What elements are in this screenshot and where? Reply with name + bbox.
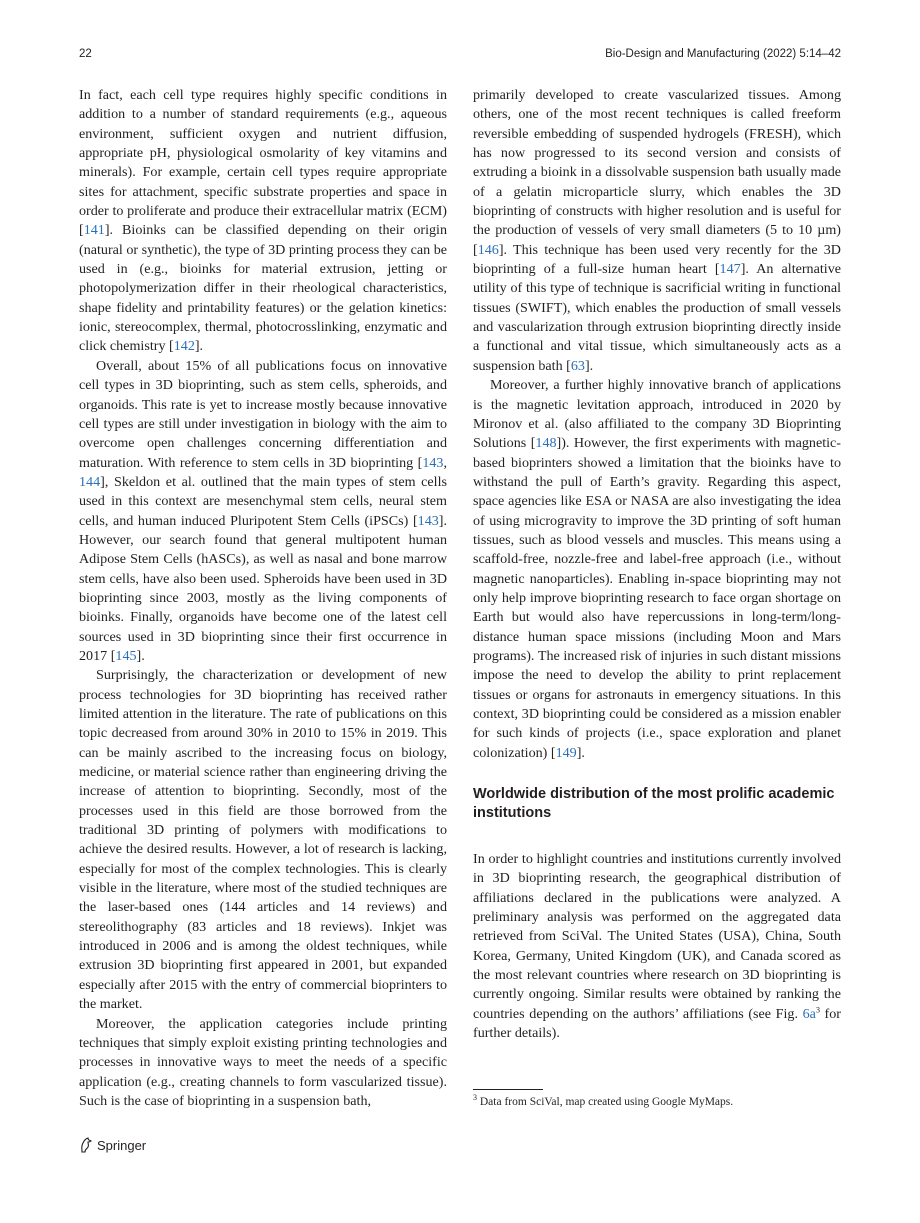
springer-horse-icon	[79, 1137, 93, 1153]
paragraph	[473, 86, 841, 376]
paragraph	[79, 86, 447, 357]
citation-link[interactable]: 147	[719, 261, 741, 278]
running-header	[79, 48, 841, 66]
text-run: Moreover, the application categories include printing techniques that simply exploit existing printing technologies and processes in innovative ways to meet the needs of a specific application (e.g., creating channels to form vascularized tissue). Such is the case of bioprinting in a suspension bath,	[79, 1015, 447, 1109]
right-column-body-top	[473, 86, 841, 763]
citation-link[interactable]: 144	[79, 473, 101, 490]
citation-link[interactable]: 146	[477, 241, 499, 258]
paragraph	[79, 357, 447, 667]
text-run: ].	[136, 647, 145, 664]
text-run: ]. Bioinks can be classified depending on their origin (natural or synthetic), the type of 3D printing process they can be used in (e.g., bioinks for material extrusion, jetting or photopolymerization differ in their rheological characteristics, shape fidelity and printability features) or the gelation kinetics: ionic, stereocomplex, thermal, photocrosslinking, enzymatic and click chemistry [	[79, 222, 447, 355]
footnote	[473, 1095, 841, 1110]
footnote-ref: 3	[815, 1005, 820, 1015]
citation-link[interactable]: 143	[417, 512, 439, 529]
citation-link[interactable]: 143	[422, 454, 444, 471]
text-run: for further details).	[473, 1005, 841, 1042]
citation-link[interactable]: 142	[173, 338, 195, 355]
footnote-text: Data from SciVal, map created using Google MyMaps.	[479, 1096, 734, 1108]
citation-link[interactable]: 148	[535, 435, 557, 452]
paragraph	[473, 850, 841, 1043]
right-column	[473, 86, 841, 1043]
citation-link[interactable]: 63	[570, 357, 585, 374]
paragraph	[79, 666, 447, 1014]
text-run: In fact, each cell type requires highly specific conditions in addition to a number of standard requirements (e.g., aqueous environment, sufficient oxygen and nutrient diffusion, appropriate pH, physiological osmolarity of key vitamins and minerals). For example, certain cell types require appropriate sites for attachment, specific substrate properties and space in order to proliferate and produce their extracellular matrix (ECM) [	[79, 87, 447, 239]
citation-link[interactable]: 149	[555, 744, 577, 761]
text-run: Moreover, a further highly innovative branch of applications is the magnetic levitation approach, introduced in 2020 by Mironov et al. (also affiliated to the company 3D Bioprinting Solutions [	[473, 377, 841, 452]
text-run: ].	[194, 338, 204, 355]
text-run: ].	[584, 357, 594, 374]
text-run: ]. An alternative utility of this type of technique is sacrificial writing in functional tissues (SWIFT), which enables the production of small vessels and vascularization through extrusion bioprinting directly inside a functional and vital tissue, which simultaneously acts as a suspension bath [	[473, 261, 841, 374]
citation-link[interactable]: 141	[83, 222, 105, 239]
footnote-marker: 3	[473, 1093, 477, 1103]
text-run: ].	[576, 744, 585, 761]
publisher-footer	[79, 1137, 146, 1153]
publisher-name: Springer	[97, 1137, 147, 1153]
text-run: primarily developed to create vascularized tissues. Among others, one of the most recent techniques is called freeform reversible embedding of suspended hydrogels (FRESH), which has now progressed to its second version and consists of extruding a bioink in a dissolvable suspension bath usually made of a gelatin microparticle slurry, which enables the 3D bioprinting of constructs with higher resolution and is useful for the production of vessels of very small diameters (5 to 10 µm) [	[473, 87, 841, 258]
footnote-divider	[473, 1089, 543, 1090]
text-run: In order to highlight countries and institutions currently involved in 3D bioprinting research, the geographical distribution of affiliations declared in the publications were analyzed. A preliminary analysis was performed on the aggregated data retrieved from SciVal. The United States (USA), China, South Korea, Germany, United Kingdom (UK), and Canada scored as the most relevant countries where research on 3D bioprinting is currently ongoing. Similar results were obtained by ranking the countries depending on the authors’ affiliations (see Fig.	[473, 851, 841, 1022]
paragraph	[473, 376, 841, 763]
right-column-body-bottom	[473, 850, 841, 1043]
journal-citation: Bio-Design and Manufacturing (2022) 5:14–42	[605, 48, 841, 60]
text-run: ], Skeldon et al. outlined that the main types of stem cells used in this context are mesenchymal stem cells, neural stem cells, and human induced Pluripotent Stem Cells (iPSCs) [	[79, 473, 447, 529]
text-run: ]. This technique has been used very recently for the 3D bioprinting of a full-size human heart [	[473, 241, 841, 278]
paragraph	[79, 1015, 447, 1112]
citation-link[interactable]: 145	[115, 647, 137, 664]
text-run: ,	[443, 454, 447, 471]
section-heading: Worldwide distribution of the most prolific academic institutions	[473, 786, 835, 822]
text-run: ]. However, our search found that general multipotent human Adipose Stem Cells (hASCs), as well as nasal and bone marrow stem cells, have also been used. Spheroids have been used in 3D bioprinting since 2003, mostly as the living components of bioinks. Finally, organoids have become one of the latest cell sources used in 3D bioprinting since their first occurrence in 2017 [	[79, 512, 447, 664]
text-run: Overall, about 15% of all publications focus on innovative cell types in 3D bioprinting, such as stem cells, spheroids, and organoids. This rate is yet to increase mostly because innovative cell types are still under investigation in biology with the aim to overcome open challenges concerning differentiation and maturation. With reference to stem cells in 3D bioprinting [	[79, 357, 447, 471]
left-column	[79, 86, 447, 1111]
citation-link[interactable]: 6a	[802, 1005, 816, 1022]
page-number: 22	[79, 48, 92, 60]
text-run: ]). However, the first experiments with magnetic-based bioprinters showed a limitation that the bioinks have to withstand the pull of Earth’s gravity. Regarding this aspect, space agencies like ESA or NASA are also investigating the idea of using microgravity to improve the 3D printing of soft human tissues, such as blood vessels and muscles. This means using a scaffold-free, nozzle-free and label-free approach (i.e., without magnetic nanoparticles). Enabling in-space bioprinting may not only help improve bioprinting research to face organ shortage on Earth but would also have repercussions in long-term/long-distance human space missions (including Moon and Mars programs). The increased risk of injuries in such distant missions impose the need to develop the ability to print replacement tissues or organs for astronauts in emergency situations. In this context, 3D bioprinting could be considered as a mission enabler for such kinds of projects (i.e., space exploration and planet colonization) [	[473, 435, 841, 761]
text-run: Surprisingly, the characterization or development of new process technologies for 3D bioprinting has received rather limited attention in the literature. The rate of publications on this topic decreased from around 30% in 2010 to 15% in 2019. This can be mainly ascribed to the increasing focus on biology, medicine, or material science rather than engineering driving the increase of attention to bioprinting. Secondly, most of the processes used in this field are those borrowed from the traditional 3D printing of polymers with modifications to achieve the desired results. However, a lot of research is lacking, especially for most of the complex technologies. This is clearly visible in the literature, where most of the studied techniques are the laser-based ones (144 articles and 14 reviews) and stereolithography (83 articles and 18 reviews). Inkjet was introduced in 2006 and is among the oldest techniques, while extrusion 3D bioprinting first appeared in 2001, but expanded especially after 2015 with the entry of commercial bioprinters to the market.	[79, 667, 447, 1013]
